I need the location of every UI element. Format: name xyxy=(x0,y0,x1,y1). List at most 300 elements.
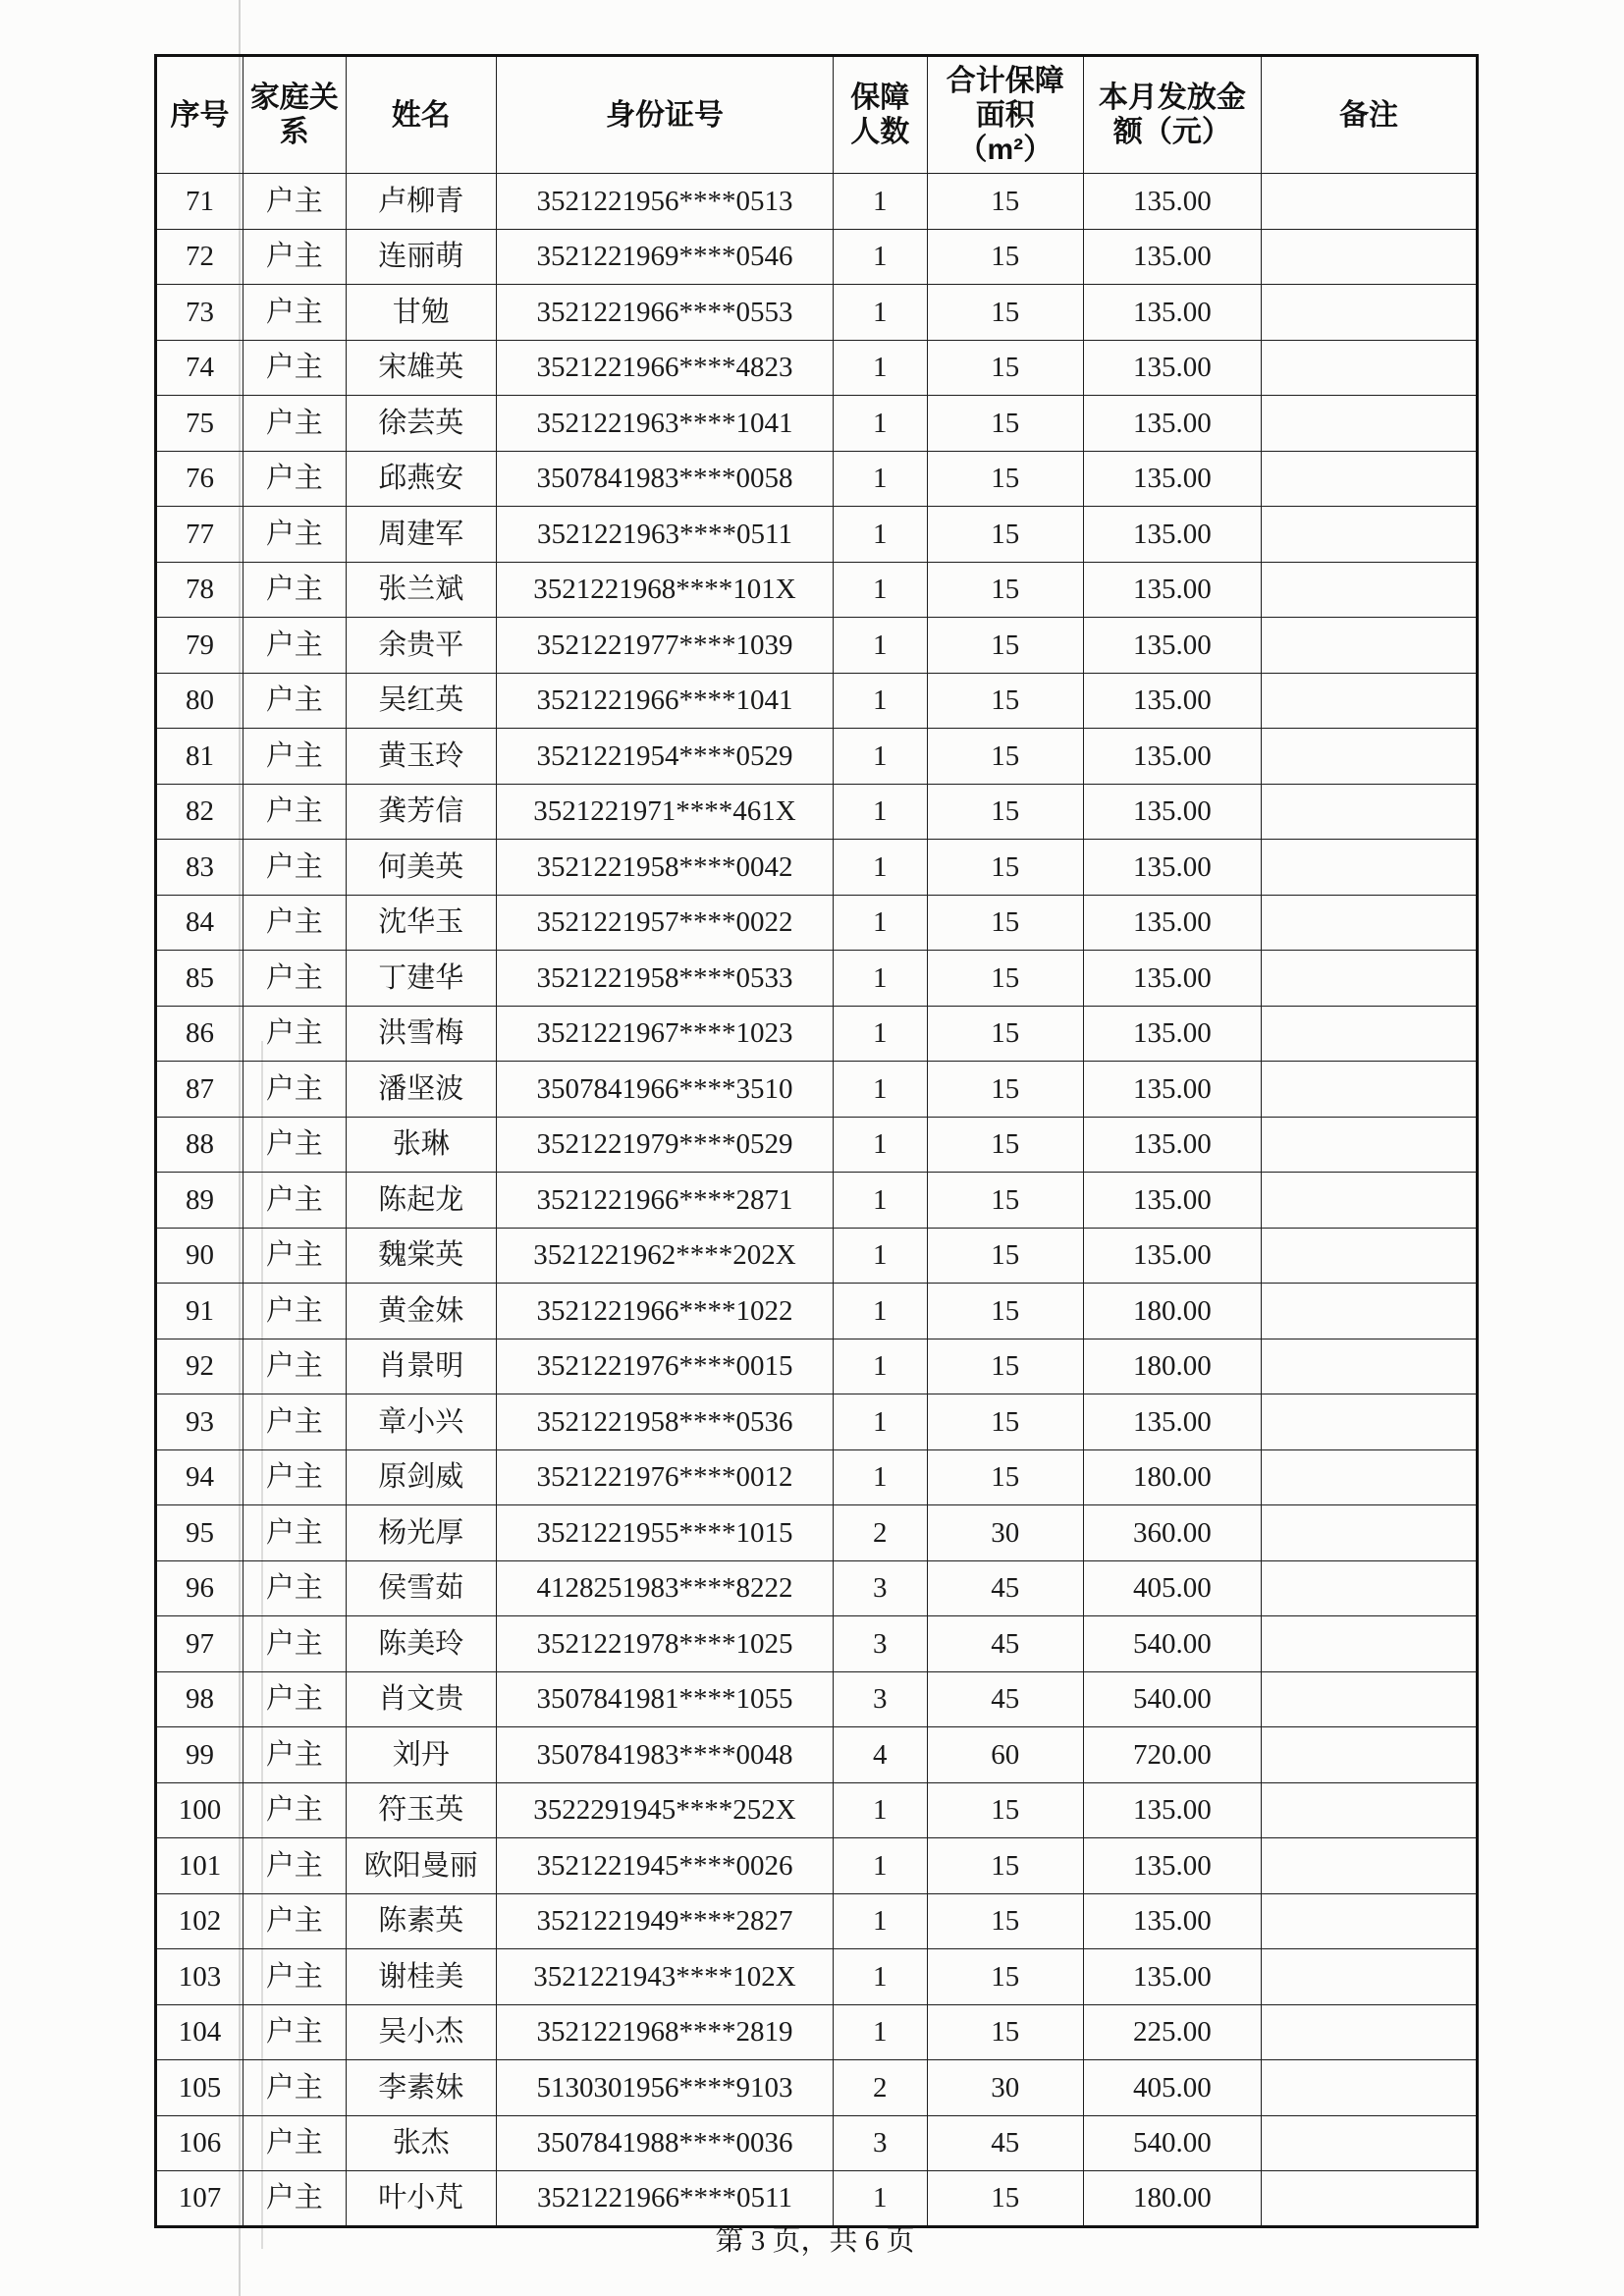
header-persons xyxy=(834,56,928,174)
cell-relation: 户主 xyxy=(244,618,347,674)
cell-amount: 135.00 xyxy=(1083,507,1261,563)
cell-area: 15 xyxy=(927,1893,1083,1949)
cell-name: 章小兴 xyxy=(346,1394,497,1450)
cell-relation: 户主 xyxy=(244,673,347,729)
cell-amount: 135.00 xyxy=(1083,1006,1261,1062)
cell-amount: 540.00 xyxy=(1083,1616,1261,1672)
cell-index: 107 xyxy=(156,2171,244,2227)
cell-index: 81 xyxy=(156,729,244,785)
cell-id-number: 3507841981****1055 xyxy=(497,1671,834,1727)
cell-relation: 户主 xyxy=(244,1173,347,1229)
cell-name: 张兰斌 xyxy=(346,562,497,618)
cell-name: 余贵平 xyxy=(346,618,497,674)
cell-relation: 户主 xyxy=(244,1449,347,1505)
cell-name: 陈美玲 xyxy=(346,1616,497,1672)
cell-persons: 1 xyxy=(834,1339,928,1394)
cell-id-number: 3521221976****0015 xyxy=(497,1339,834,1394)
table-row xyxy=(156,2060,1478,2116)
header-relation xyxy=(244,56,347,174)
cell-amount: 180.00 xyxy=(1083,1449,1261,1505)
header-line: 合计保障 xyxy=(946,64,1064,97)
cell-relation: 户主 xyxy=(244,840,347,896)
cell-relation: 户主 xyxy=(244,340,347,396)
cell-amount: 135.00 xyxy=(1083,285,1261,341)
cell-name: 李素妹 xyxy=(346,2060,497,2116)
cell-remark xyxy=(1261,1339,1478,1394)
cell-id-number: 3521221962****202X xyxy=(497,1228,834,1284)
cell-relation: 户主 xyxy=(244,174,347,230)
table-row xyxy=(156,562,1478,618)
cell-name: 杨光厚 xyxy=(346,1505,497,1561)
cell-id-number: 3521221977****1039 xyxy=(497,618,834,674)
cell-relation: 户主 xyxy=(244,562,347,618)
cell-area: 15 xyxy=(927,1339,1083,1394)
cell-relation: 户主 xyxy=(244,396,347,452)
cell-name: 肖景明 xyxy=(346,1339,497,1394)
cell-relation: 户主 xyxy=(244,2171,347,2227)
cell-relation: 户主 xyxy=(244,784,347,840)
cell-relation: 户主 xyxy=(244,1616,347,1672)
cell-remark xyxy=(1261,895,1478,951)
cell-index: 105 xyxy=(156,2060,244,2116)
cell-index: 78 xyxy=(156,562,244,618)
cell-amount: 135.00 xyxy=(1083,1394,1261,1450)
cell-area: 15 xyxy=(927,174,1083,230)
cell-area: 15 xyxy=(927,840,1083,896)
cell-area: 15 xyxy=(927,1838,1083,1894)
cell-amount: 135.00 xyxy=(1083,673,1261,729)
cell-name: 陈起龙 xyxy=(346,1173,497,1229)
cell-area: 45 xyxy=(927,2115,1083,2171)
table-row xyxy=(156,1671,1478,1727)
cell-area: 45 xyxy=(927,1671,1083,1727)
cell-relation: 户主 xyxy=(244,1062,347,1118)
cell-amount: 135.00 xyxy=(1083,451,1261,507)
cell-amount: 135.00 xyxy=(1083,618,1261,674)
cell-amount: 720.00 xyxy=(1083,1727,1261,1783)
cell-index: 106 xyxy=(156,2115,244,2171)
cell-amount: 135.00 xyxy=(1083,951,1261,1007)
cell-remark xyxy=(1261,1616,1478,1672)
cell-area: 15 xyxy=(927,1173,1083,1229)
cell-id-number: 3521221963****0511 xyxy=(497,507,834,563)
cell-amount: 135.00 xyxy=(1083,895,1261,951)
cell-area: 15 xyxy=(927,507,1083,563)
table-header xyxy=(156,56,1478,174)
cell-persons: 1 xyxy=(834,1838,928,1894)
cell-remark xyxy=(1261,840,1478,896)
cell-id-number: 4128251983****8222 xyxy=(497,1560,834,1616)
cell-name: 宋雄英 xyxy=(346,340,497,396)
cell-relation: 户主 xyxy=(244,1671,347,1727)
cell-relation: 户主 xyxy=(244,1394,347,1450)
cell-id-number: 3521221966****0553 xyxy=(497,285,834,341)
cell-persons: 2 xyxy=(834,2060,928,2116)
cell-id-number: 3521221963****1041 xyxy=(497,396,834,452)
cell-name: 黄玉玲 xyxy=(346,729,497,785)
cell-persons: 1 xyxy=(834,673,928,729)
table-row xyxy=(156,618,1478,674)
cell-remark xyxy=(1261,2115,1478,2171)
header-line: 家庭关 xyxy=(249,82,339,114)
cell-remark xyxy=(1261,1838,1478,1894)
cell-relation: 户主 xyxy=(244,1284,347,1339)
cell-amount: 135.00 xyxy=(1083,229,1261,285)
cell-index: 73 xyxy=(156,285,244,341)
cell-id-number: 3521221966****1041 xyxy=(497,673,834,729)
cell-relation: 户主 xyxy=(244,1838,347,1894)
cell-amount: 135.00 xyxy=(1083,340,1261,396)
cell-name: 黄金妹 xyxy=(346,1284,497,1339)
table-row xyxy=(156,1284,1478,1339)
table-row xyxy=(156,1949,1478,2005)
cell-id-number: 3521221945****0026 xyxy=(497,1838,834,1894)
header-line: 系 xyxy=(279,116,309,148)
cell-persons: 1 xyxy=(834,1949,928,2005)
cell-persons: 1 xyxy=(834,340,928,396)
cell-persons: 2 xyxy=(834,1505,928,1561)
cell-persons: 1 xyxy=(834,507,928,563)
cell-remark xyxy=(1261,1727,1478,1783)
header-line: 序号 xyxy=(170,98,230,132)
cell-index: 71 xyxy=(156,174,244,230)
header-amount xyxy=(1083,56,1261,174)
cell-persons: 1 xyxy=(834,2171,928,2227)
cell-relation: 户主 xyxy=(244,2004,347,2060)
cell-persons: 1 xyxy=(834,562,928,618)
table-row xyxy=(156,1062,1478,1118)
table-row xyxy=(156,451,1478,507)
cell-index: 76 xyxy=(156,451,244,507)
cell-name: 侯雪茹 xyxy=(346,1560,497,1616)
cell-remark xyxy=(1261,1949,1478,2005)
cell-area: 15 xyxy=(927,2171,1083,2227)
cell-id-number: 3521221971****461X xyxy=(497,784,834,840)
table-row xyxy=(156,951,1478,1007)
cell-id-number: 3521221958****0536 xyxy=(497,1394,834,1450)
cell-area: 45 xyxy=(927,1616,1083,1672)
cell-relation: 户主 xyxy=(244,1949,347,2005)
cell-id-number: 3521221957****0022 xyxy=(497,895,834,951)
header-name xyxy=(346,56,497,174)
cell-name: 谢桂美 xyxy=(346,1949,497,2005)
header-index xyxy=(156,56,244,174)
cell-remark xyxy=(1261,1893,1478,1949)
cell-persons: 1 xyxy=(834,1449,928,1505)
table-row xyxy=(156,895,1478,951)
cell-index: 103 xyxy=(156,1949,244,2005)
cell-name: 陈素英 xyxy=(346,1893,497,1949)
header-line: 面积 xyxy=(975,98,1035,132)
cell-relation: 户主 xyxy=(244,951,347,1007)
cell-persons: 1 xyxy=(834,229,928,285)
cell-index: 87 xyxy=(156,1062,244,1118)
cell-area: 15 xyxy=(927,285,1083,341)
cell-persons: 3 xyxy=(834,1616,928,1672)
cell-index: 77 xyxy=(156,507,244,563)
cell-amount: 135.00 xyxy=(1083,1949,1261,2005)
cell-amount: 135.00 xyxy=(1083,1228,1261,1284)
table-row xyxy=(156,1560,1478,1616)
cell-area: 15 xyxy=(927,396,1083,452)
cell-remark xyxy=(1261,1505,1478,1561)
cell-persons: 1 xyxy=(834,451,928,507)
cell-relation: 户主 xyxy=(244,1560,347,1616)
subsidy-table xyxy=(154,54,1479,2228)
cell-amount: 135.00 xyxy=(1083,784,1261,840)
cell-id-number: 3521221969****0546 xyxy=(497,229,834,285)
cell-id-number: 3521221956****0513 xyxy=(497,174,834,230)
cell-relation: 户主 xyxy=(244,1228,347,1284)
cell-amount: 180.00 xyxy=(1083,1284,1261,1339)
header-line: 备注 xyxy=(1339,98,1399,132)
cell-name: 洪雪梅 xyxy=(346,1006,497,1062)
table-row xyxy=(156,1505,1478,1561)
cell-relation: 户主 xyxy=(244,1893,347,1949)
cell-remark xyxy=(1261,1228,1478,1284)
cell-area: 15 xyxy=(927,673,1083,729)
cell-name: 丁建华 xyxy=(346,951,497,1007)
cell-index: 79 xyxy=(156,618,244,674)
table-row xyxy=(156,1449,1478,1505)
cell-id-number: 3521221966****2871 xyxy=(497,1173,834,1229)
cell-id-number: 3521221954****0529 xyxy=(497,729,834,785)
cell-amount: 135.00 xyxy=(1083,729,1261,785)
cell-persons: 3 xyxy=(834,1671,928,1727)
cell-persons: 1 xyxy=(834,1173,928,1229)
cell-persons: 1 xyxy=(834,1394,928,1450)
table-row xyxy=(156,784,1478,840)
table-row xyxy=(156,1173,1478,1229)
cell-id-number: 3521221966****1022 xyxy=(497,1284,834,1339)
cell-relation: 户主 xyxy=(244,2115,347,2171)
cell-area: 15 xyxy=(927,895,1083,951)
cell-relation: 户主 xyxy=(244,1505,347,1561)
cell-persons: 1 xyxy=(834,1117,928,1173)
header-line: （m²） xyxy=(957,133,1054,166)
table-row xyxy=(156,840,1478,896)
cell-area: 15 xyxy=(927,2004,1083,2060)
cell-area: 15 xyxy=(927,1394,1083,1450)
table-row xyxy=(156,1006,1478,1062)
cell-index: 104 xyxy=(156,2004,244,2060)
table-row xyxy=(156,1893,1478,1949)
cell-amount: 180.00 xyxy=(1083,2171,1261,2227)
cell-index: 82 xyxy=(156,784,244,840)
cell-amount: 135.00 xyxy=(1083,1838,1261,1894)
table-row xyxy=(156,396,1478,452)
table-row xyxy=(156,2115,1478,2171)
cell-amount: 135.00 xyxy=(1083,562,1261,618)
cell-name: 沈华玉 xyxy=(346,895,497,951)
cell-id-number: 3521221976****0012 xyxy=(497,1449,834,1505)
cell-area: 15 xyxy=(927,618,1083,674)
cell-name: 刘丹 xyxy=(346,1727,497,1783)
cell-remark xyxy=(1261,285,1478,341)
cell-remark xyxy=(1261,1062,1478,1118)
cell-remark xyxy=(1261,1117,1478,1173)
cell-remark xyxy=(1261,618,1478,674)
cell-id-number: 3507841983****0048 xyxy=(497,1727,834,1783)
cell-persons: 1 xyxy=(834,285,928,341)
table-row xyxy=(156,174,1478,230)
cell-remark xyxy=(1261,2004,1478,2060)
cell-relation: 户主 xyxy=(244,895,347,951)
cell-relation: 户主 xyxy=(244,229,347,285)
table-row xyxy=(156,1727,1478,1783)
cell-relation: 户主 xyxy=(244,1006,347,1062)
cell-index: 84 xyxy=(156,895,244,951)
cell-area: 15 xyxy=(927,1117,1083,1173)
cell-area: 45 xyxy=(927,1560,1083,1616)
cell-index: 92 xyxy=(156,1339,244,1394)
table-row xyxy=(156,2004,1478,2060)
cell-amount: 135.00 xyxy=(1083,1782,1261,1838)
cell-amount: 135.00 xyxy=(1083,840,1261,896)
cell-area: 15 xyxy=(927,1449,1083,1505)
cell-index: 80 xyxy=(156,673,244,729)
cell-index: 95 xyxy=(156,1505,244,1561)
cell-relation: 户主 xyxy=(244,1339,347,1394)
cell-amount: 135.00 xyxy=(1083,1173,1261,1229)
cell-amount: 135.00 xyxy=(1083,1893,1261,1949)
cell-area: 15 xyxy=(927,1228,1083,1284)
header-row xyxy=(156,56,1478,174)
cell-name: 甘勉 xyxy=(346,285,497,341)
cell-name: 徐芸英 xyxy=(346,396,497,452)
cell-id-number: 3521221966****0511 xyxy=(497,2171,834,2227)
cell-persons: 1 xyxy=(834,174,928,230)
cell-area: 30 xyxy=(927,2060,1083,2116)
cell-remark xyxy=(1261,396,1478,452)
cell-persons: 3 xyxy=(834,2115,928,2171)
table-row xyxy=(156,285,1478,341)
cell-amount: 225.00 xyxy=(1083,2004,1261,2060)
cell-remark xyxy=(1261,951,1478,1007)
cell-index: 86 xyxy=(156,1006,244,1062)
cell-amount: 405.00 xyxy=(1083,2060,1261,2116)
table-row xyxy=(156,1394,1478,1450)
cell-index: 89 xyxy=(156,1173,244,1229)
cell-remark xyxy=(1261,673,1478,729)
cell-area: 15 xyxy=(927,1284,1083,1339)
cell-remark xyxy=(1261,174,1478,230)
table-row xyxy=(156,673,1478,729)
table-row xyxy=(156,2171,1478,2227)
cell-area: 15 xyxy=(927,729,1083,785)
cell-area: 15 xyxy=(927,1782,1083,1838)
cell-index: 100 xyxy=(156,1782,244,1838)
table-row xyxy=(156,1339,1478,1394)
cell-index: 94 xyxy=(156,1449,244,1505)
header-line: 人数 xyxy=(850,116,910,148)
cell-remark xyxy=(1261,784,1478,840)
cell-index: 97 xyxy=(156,1616,244,1672)
cell-remark xyxy=(1261,2060,1478,2116)
cell-persons: 1 xyxy=(834,729,928,785)
cell-area: 15 xyxy=(927,784,1083,840)
cell-id-number: 3521221966****4823 xyxy=(497,340,834,396)
cell-amount: 540.00 xyxy=(1083,2115,1261,2171)
cell-id-number: 3507841966****3510 xyxy=(497,1062,834,1118)
table-row xyxy=(156,229,1478,285)
cell-area: 15 xyxy=(927,340,1083,396)
cell-name: 张杰 xyxy=(346,2115,497,2171)
cell-amount: 540.00 xyxy=(1083,1671,1261,1727)
cell-name: 欧阳曼丽 xyxy=(346,1838,497,1894)
cell-remark xyxy=(1261,2171,1478,2227)
cell-id-number: 3521221949****2827 xyxy=(497,1893,834,1949)
cell-persons: 1 xyxy=(834,1893,928,1949)
cell-index: 75 xyxy=(156,396,244,452)
cell-index: 90 xyxy=(156,1228,244,1284)
page-number: 第 3 页，共 6 页 xyxy=(715,2225,915,2257)
header-line: 额（元） xyxy=(1112,116,1231,148)
cell-relation: 户主 xyxy=(244,285,347,341)
cell-persons: 1 xyxy=(834,1782,928,1838)
cell-persons: 1 xyxy=(834,1228,928,1284)
cell-name: 原剑威 xyxy=(346,1449,497,1505)
cell-area: 15 xyxy=(927,229,1083,285)
cell-remark xyxy=(1261,451,1478,507)
cell-remark xyxy=(1261,1394,1478,1450)
cell-name: 龚芳信 xyxy=(346,784,497,840)
cell-area: 15 xyxy=(927,1949,1083,2005)
header-area xyxy=(927,56,1083,174)
cell-persons: 1 xyxy=(834,1006,928,1062)
cell-name: 卢柳青 xyxy=(346,174,497,230)
table-row xyxy=(156,507,1478,563)
cell-name: 周建军 xyxy=(346,507,497,563)
cell-remark xyxy=(1261,229,1478,285)
table-row xyxy=(156,729,1478,785)
table-row xyxy=(156,1228,1478,1284)
cell-name: 魏棠英 xyxy=(346,1228,497,1284)
cell-relation: 户主 xyxy=(244,1782,347,1838)
table-row xyxy=(156,1838,1478,1894)
cell-remark xyxy=(1261,1782,1478,1838)
cell-remark xyxy=(1261,1671,1478,1727)
cell-area: 15 xyxy=(927,451,1083,507)
cell-name: 肖文贵 xyxy=(346,1671,497,1727)
cell-remark xyxy=(1261,1006,1478,1062)
cell-id-number: 3521221968****2819 xyxy=(497,2004,834,2060)
table-body xyxy=(156,174,1478,2227)
table-row xyxy=(156,340,1478,396)
cell-id-number: 3521221943****102X xyxy=(497,1949,834,2005)
table-row xyxy=(156,1117,1478,1173)
cell-area: 30 xyxy=(927,1505,1083,1561)
cell-index: 93 xyxy=(156,1394,244,1450)
header-line: 身份证号 xyxy=(606,98,724,132)
header-line: 本月发放金 xyxy=(1098,82,1246,114)
cell-persons: 1 xyxy=(834,840,928,896)
cell-id-number: 3507841983****0058 xyxy=(497,451,834,507)
cell-remark xyxy=(1261,562,1478,618)
cell-name: 吴小杰 xyxy=(346,2004,497,2060)
cell-id-number: 3521221955****1015 xyxy=(497,1505,834,1561)
cell-amount: 135.00 xyxy=(1083,1062,1261,1118)
cell-amount: 360.00 xyxy=(1083,1505,1261,1561)
cell-persons: 4 xyxy=(834,1727,928,1783)
cell-name: 叶小芃 xyxy=(346,2171,497,2227)
cell-index: 88 xyxy=(156,1117,244,1173)
cell-remark xyxy=(1261,1449,1478,1505)
cell-name: 张琳 xyxy=(346,1117,497,1173)
cell-persons: 1 xyxy=(834,951,928,1007)
cell-index: 98 xyxy=(156,1671,244,1727)
header-line: 保障 xyxy=(850,82,910,114)
